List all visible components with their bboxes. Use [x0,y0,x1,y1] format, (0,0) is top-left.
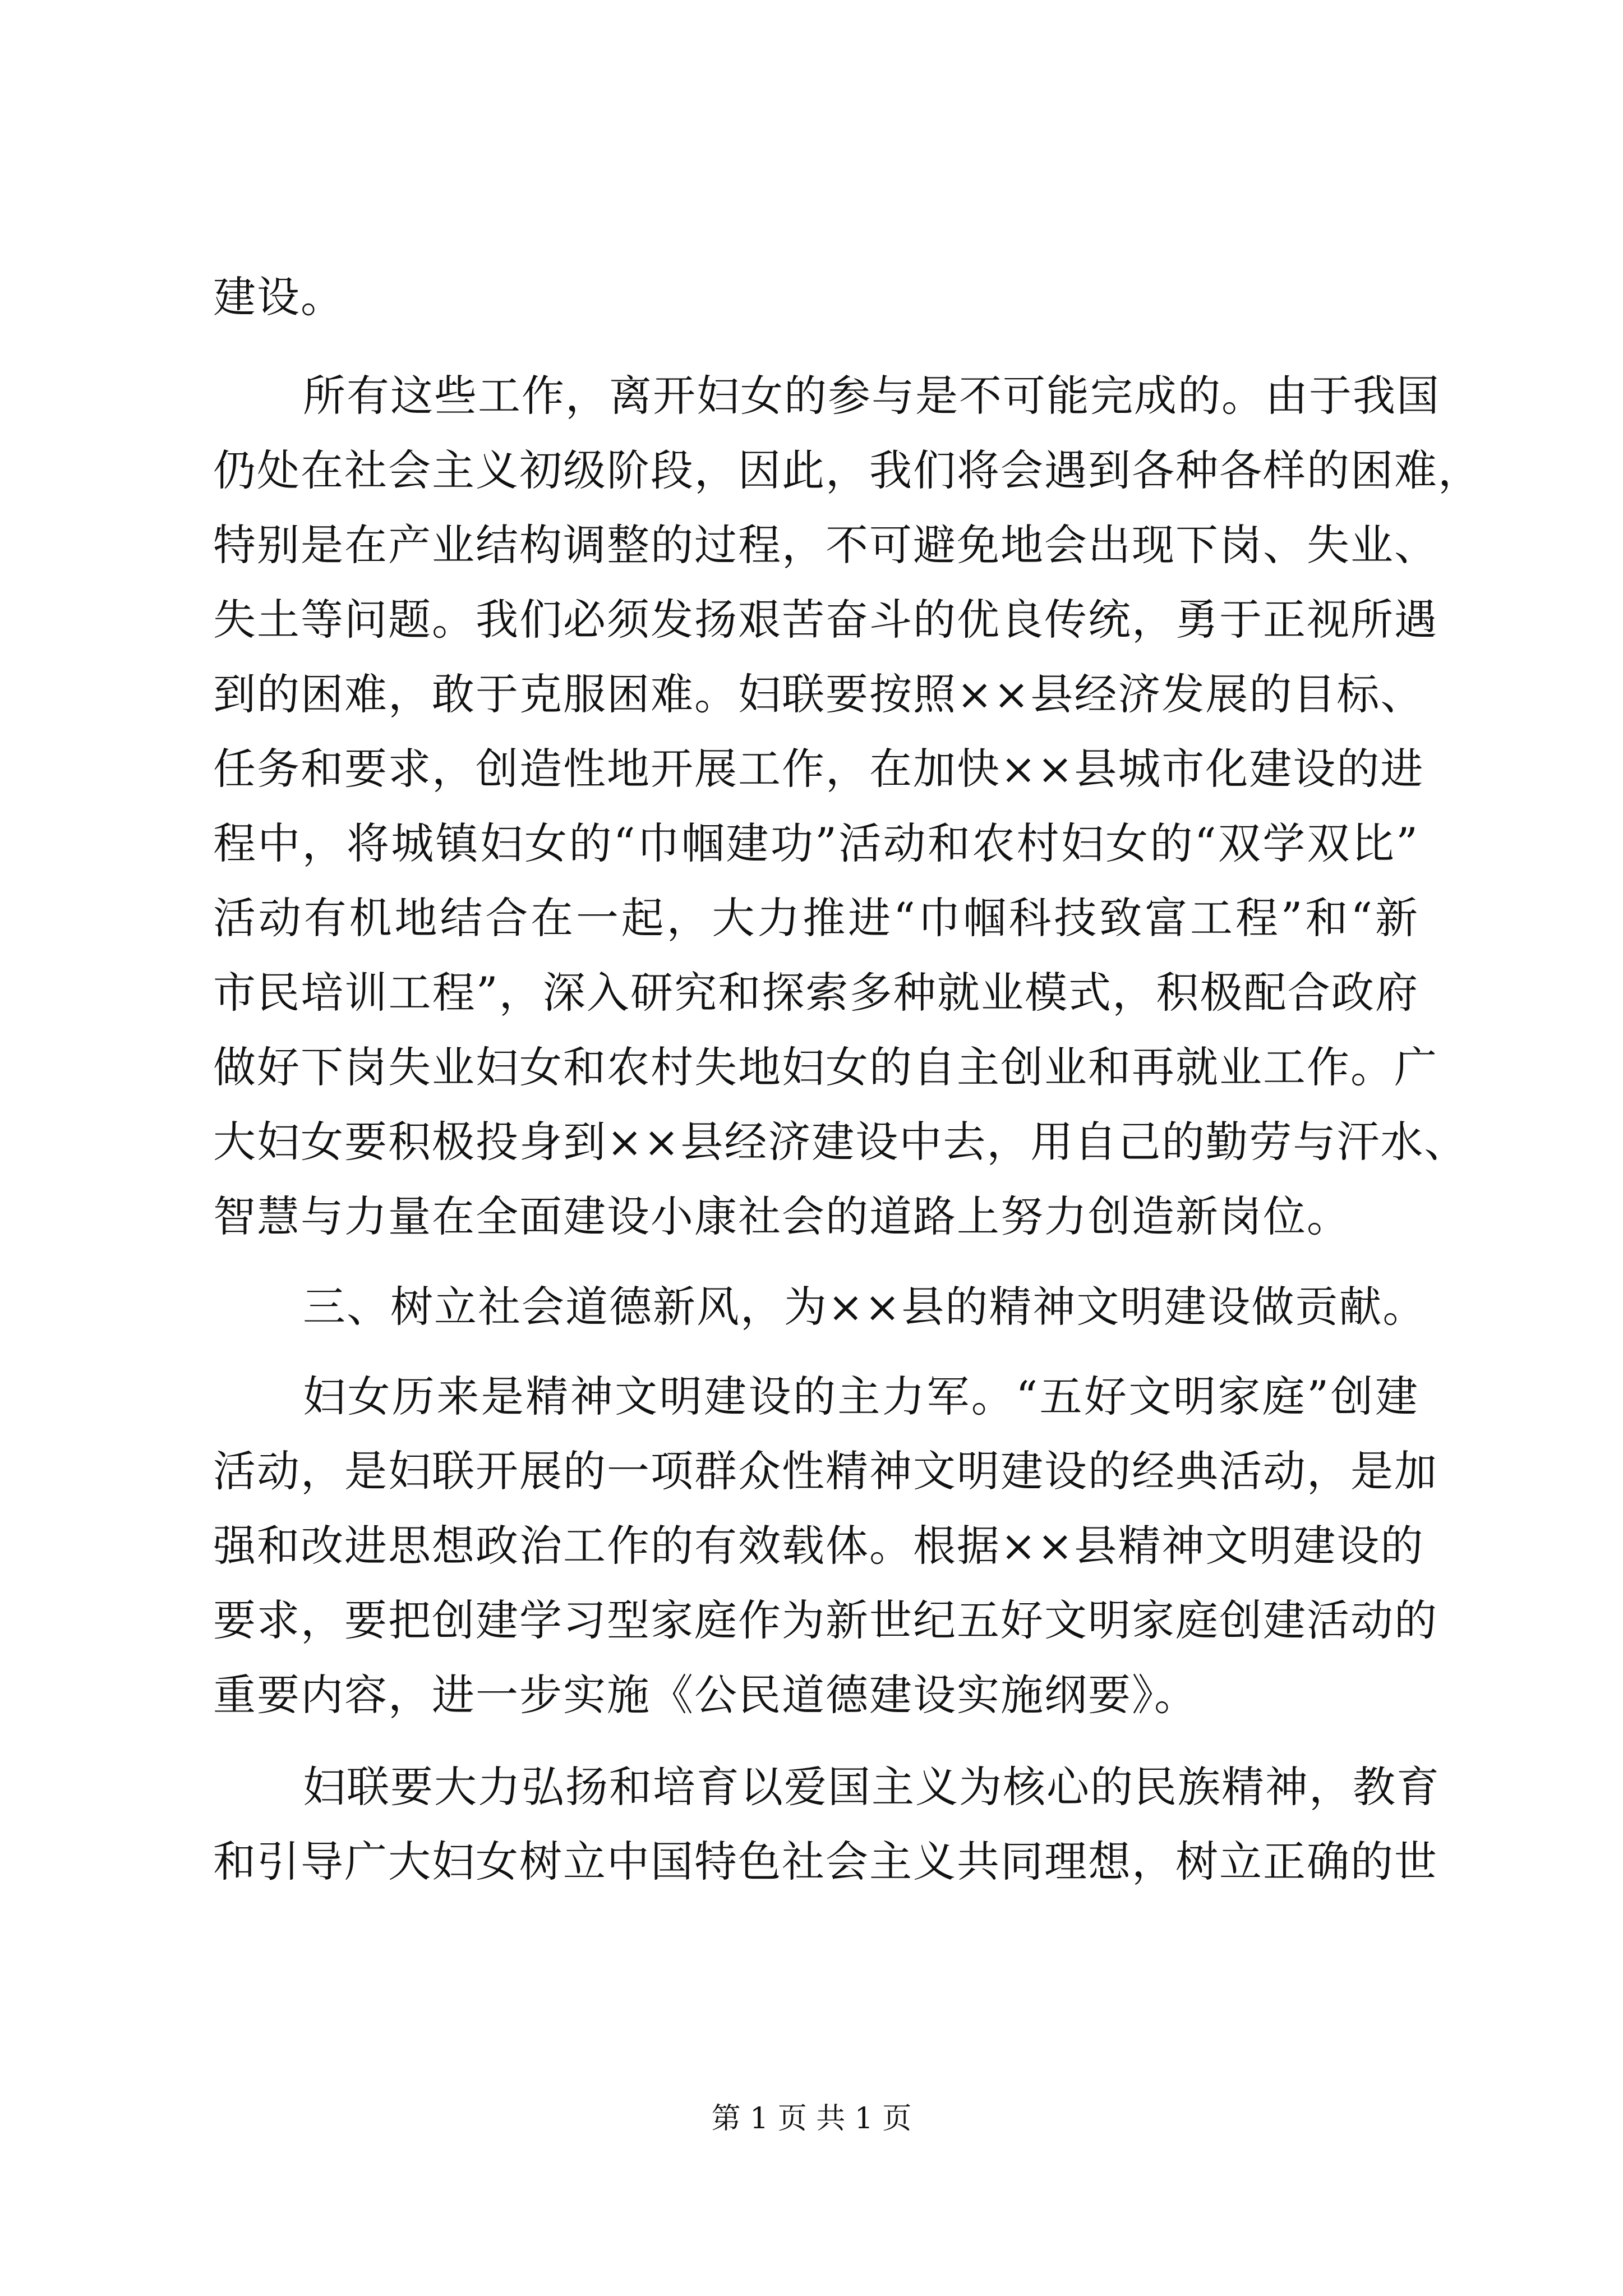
text-line-11: 做好下岗失业妇女和农村失地妇女的自主创业和再就业工作。广 [213,1042,1438,1092]
text-line-16: 活动，是妇联开展的一项群众性精神文明建设的经典活动，是加 [213,1446,1438,1496]
text-line-3: 仍处在社会主义初级阶段，因此，我们将会遇到各种各样的困难， [213,445,1482,495]
text-line-18: 要求，要把创建学习型家庭作为新世纪五好文明家庭创建活动的 [213,1595,1438,1645]
page-footer: 第 1 页 共 1 页 [711,2102,912,2136]
text-line-2: 所有这些工作，离开妇女的参与是不可能完成的。由于我国 [303,371,1440,421]
text-line-21: 和引导广大妇女树立中国特色社会主义共同理想，树立正确的世 [213,1837,1438,1887]
text-line-12: 大妇女要积极投身到××县经济建设中去，用自己的勤劳与汗水、 [213,1117,1468,1167]
text-line-5: 失土等问题。我们必须发扬艰苦奋斗的优良传统，勇于正视所遇 [213,595,1438,645]
text-line-8: 程中，将城镇妇女的“巾帼建功”活动和农村妇女的“双学双比” [213,818,1419,868]
text-line-13: 智慧与力量在全面建设小康社会的道路上努力创造新岗位。 [213,1191,1350,1241]
text-line-7: 任务和要求，创造性地开展工作，在加快××县城市化建设的进 [213,744,1424,794]
text-line-15: 妇女历来是精神文明建设的主力军。“五好文明家庭”创建 [303,1372,1419,1421]
text-line-19: 重要内容，进一步实施《公民道德建设实施纲要》。 [213,1670,1198,1720]
text-line-10: 市民培训工程”，深入研究和探索多种就业模式，积极配合政府 [213,968,1419,1018]
text-line-17: 强和改进思想政治工作的有效载体。根据××县精神文明建设的 [213,1521,1424,1571]
text-line-1: 建设。 [213,272,344,322]
text-line-20: 妇联要大力弘扬和培育以爱国主义为核心的民族精神，教育 [303,1762,1440,1812]
section-heading: 三、树立社会道德新风，为××县的精神文明建设做贡献。 [303,1282,1427,1332]
text-line-6: 到的困难，敢于克服困难。妇联要按照××县经济发展的目标、 [213,669,1424,719]
text-line-4: 特别是在产业结构调整的过程，不可避免地会出现下岗、失业、 [213,520,1438,570]
text-line-9: 活动有机地结合在一起，大力推进“巾帼科技致富工程”和“新 [213,893,1419,943]
